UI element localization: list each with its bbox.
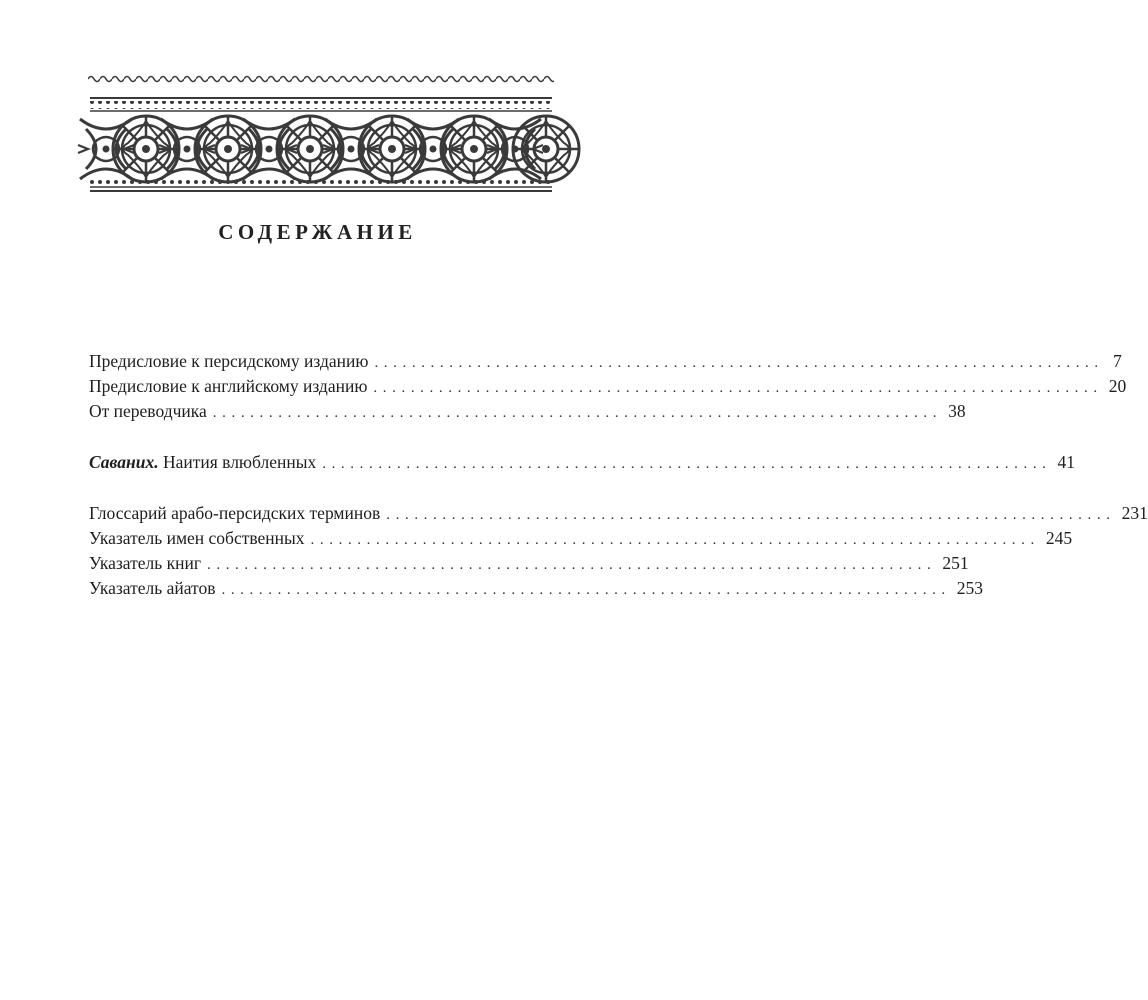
toc-entry-title-rest: Наития влюбленных <box>158 452 317 472</box>
toc-entry[interactable] <box>89 399 966 424</box>
toc-leader-dots: .............................................................................. <box>374 355 1104 371</box>
toc-entry-title: Указатель айатов <box>89 578 216 598</box>
toc-entry-page: 251 <box>942 553 969 573</box>
toc-entry-title: Указатель имен собственных <box>89 528 305 548</box>
toc-entry[interactable] <box>89 576 984 601</box>
toc-entry-title: От переводчика <box>89 401 207 421</box>
toc-entry[interactable] <box>89 526 1073 551</box>
toc-entry[interactable] <box>89 349 1122 374</box>
toc-entry-title: Предисловие к английскому изданию <box>89 376 368 396</box>
toc-leader-dots: .............................................................................. <box>322 456 1052 472</box>
toc-entry-page: 7 <box>1113 351 1122 371</box>
toc-entry[interactable] <box>89 374 1127 399</box>
toc-entry-title: Указатель книг <box>89 553 201 573</box>
table-of-contents <box>89 349 1148 601</box>
toc-leader-dots: .............................................................................. <box>212 405 943 421</box>
toc-leader-dots: .............................................................................. <box>310 532 1040 548</box>
toc-entry-title: Предисловие к персидскому изданию <box>89 351 369 371</box>
toc-entry-page: 20 <box>1108 376 1127 396</box>
toc-entry-page: 38 <box>948 401 966 421</box>
toc-entry-page: 253 <box>956 578 984 598</box>
toc-entry-main[interactable] <box>89 450 1076 475</box>
toc-entry-page: 41 <box>1057 452 1076 472</box>
toc-leader-dots: .............................................................................. <box>373 380 1103 396</box>
arabesque-border-icon <box>88 74 554 192</box>
toc-entry[interactable] <box>89 501 1148 526</box>
toc-leader-dots: .............................................................................. <box>221 582 951 598</box>
toc-entry[interactable] <box>89 551 969 576</box>
toc-leader-dots: .............................................................................. <box>207 557 937 573</box>
toc-entry-title-italic: Саваних. <box>89 452 159 472</box>
toc-entry-title <box>89 450 316 475</box>
toc-leader-dots: .............................................................................. <box>386 507 1116 523</box>
toc-entry-page: 231 <box>1121 503 1148 523</box>
toc-entry-page: 245 <box>1045 528 1073 548</box>
contents-heading: СОДЕРЖАНИЕ <box>218 220 417 244</box>
toc-entry-title: Глоссарий арабо-персидских терминов <box>89 503 381 523</box>
